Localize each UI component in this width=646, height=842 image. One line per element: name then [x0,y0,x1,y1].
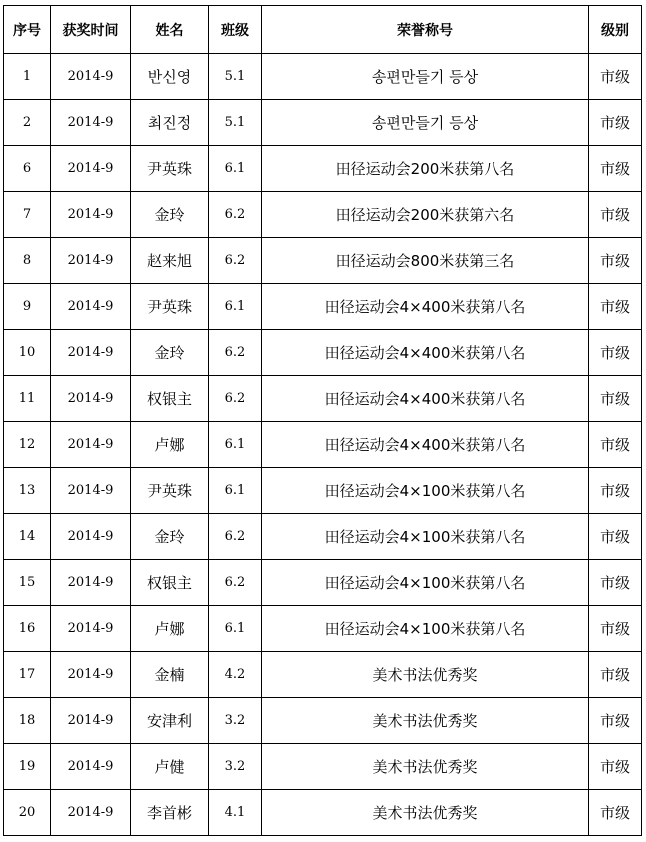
table-row [4,330,642,376]
cell-name: 金楠 [131,652,209,698]
cell-class: 6.1 [209,468,262,514]
cell-name: 卢娜 [131,422,209,468]
cell-seq: 2 [4,100,51,146]
table-row [4,652,642,698]
cell-level: 市级 [589,376,642,422]
cell-title: 田径运动会4×400米获第八名 [262,330,589,376]
cell-title: 美术书法优秀奖 [262,698,589,744]
cell-date: 2014-9 [51,192,131,238]
cell-level: 市级 [589,422,642,468]
table-row [4,376,642,422]
cell-class: 6.2 [209,192,262,238]
cell-name: 尹英珠 [131,468,209,514]
cell-date: 2014-9 [51,146,131,192]
cell-title: 美术书法优秀奖 [262,744,589,790]
cell-date: 2014-9 [51,238,131,284]
cell-date: 2014-9 [51,330,131,376]
cell-seq: 12 [4,422,51,468]
cell-seq: 17 [4,652,51,698]
table-row [4,560,642,606]
cell-class: 6.2 [209,376,262,422]
cell-level: 市级 [589,744,642,790]
cell-seq: 15 [4,560,51,606]
table-body [4,54,642,836]
cell-date: 2014-9 [51,468,131,514]
cell-class: 6.1 [209,284,262,330]
cell-class: 5.1 [209,54,262,100]
cell-name: 赵来旭 [131,238,209,284]
table-row [4,238,642,284]
table-row [4,744,642,790]
cell-class: 6.1 [209,146,262,192]
cell-name: 尹英珠 [131,284,209,330]
cell-name: 최진정 [131,100,209,146]
cell-seq: 8 [4,238,51,284]
cell-seq: 19 [4,744,51,790]
header-row [4,6,642,54]
cell-level: 市级 [589,146,642,192]
cell-class: 4.1 [209,790,262,836]
cell-level: 市级 [589,468,642,514]
header-name: 姓名 [131,6,209,54]
cell-name: 权银主 [131,376,209,422]
cell-name: 반신영 [131,54,209,100]
cell-name: 尹英珠 [131,146,209,192]
cell-seq: 10 [4,330,51,376]
cell-title: 田径运动会4×100米获第八名 [262,606,589,652]
cell-seq: 9 [4,284,51,330]
cell-date: 2014-9 [51,514,131,560]
header-class: 班级 [209,6,262,54]
cell-date: 2014-9 [51,606,131,652]
cell-title: 田径运动会800米获第三名 [262,238,589,284]
cell-class: 6.1 [209,606,262,652]
cell-level: 市级 [589,238,642,284]
cell-class: 6.2 [209,514,262,560]
table-row [4,468,642,514]
cell-title: 美术书法优秀奖 [262,652,589,698]
cell-level: 市级 [589,330,642,376]
table-row [4,146,642,192]
cell-date: 2014-9 [51,100,131,146]
cell-class: 6.2 [209,330,262,376]
awards-table [3,5,642,836]
table-row [4,606,642,652]
cell-level: 市级 [589,652,642,698]
cell-title: 田径运动会4×100米获第八名 [262,468,589,514]
cell-level: 市级 [589,698,642,744]
cell-date: 2014-9 [51,422,131,468]
cell-class: 5.1 [209,100,262,146]
table-row [4,698,642,744]
cell-seq: 18 [4,698,51,744]
cell-name: 金玲 [131,192,209,238]
header-seq: 序号 [4,6,51,54]
table-row [4,54,642,100]
cell-title: 田径运动会200米获第六名 [262,192,589,238]
cell-title: 田径运动会4×100米获第八名 [262,514,589,560]
cell-title: 田径运动会4×400米获第八名 [262,376,589,422]
cell-class: 6.2 [209,238,262,284]
cell-seq: 14 [4,514,51,560]
table-row [4,284,642,330]
cell-date: 2014-9 [51,698,131,744]
cell-name: 金玲 [131,330,209,376]
table-row [4,100,642,146]
cell-level: 市级 [589,606,642,652]
cell-seq: 7 [4,192,51,238]
cell-title: 田径运动会4×100米获第八名 [262,560,589,606]
cell-level: 市级 [589,790,642,836]
cell-name: 安津利 [131,698,209,744]
cell-seq: 6 [4,146,51,192]
cell-seq: 20 [4,790,51,836]
header-level: 级别 [589,6,642,54]
cell-date: 2014-9 [51,744,131,790]
table-row [4,422,642,468]
cell-seq: 11 [4,376,51,422]
header-date: 获奖时间 [51,6,131,54]
cell-date: 2014-9 [51,54,131,100]
cell-title: 송편만들기 등상 [262,54,589,100]
cell-level: 市级 [589,100,642,146]
table-row [4,514,642,560]
cell-name: 卢娜 [131,606,209,652]
cell-level: 市级 [589,514,642,560]
cell-title: 田径运动会4×400米获第八名 [262,422,589,468]
cell-seq: 13 [4,468,51,514]
cell-title: 美术书法优秀奖 [262,790,589,836]
cell-date: 2014-9 [51,652,131,698]
cell-date: 2014-9 [51,376,131,422]
cell-title: 田径运动会200米获第八名 [262,146,589,192]
cell-seq: 16 [4,606,51,652]
cell-class: 6.1 [209,422,262,468]
cell-level: 市级 [589,284,642,330]
cell-class: 3.2 [209,744,262,790]
cell-date: 2014-9 [51,560,131,606]
cell-class: 6.2 [209,560,262,606]
cell-level: 市级 [589,560,642,606]
cell-name: 卢健 [131,744,209,790]
cell-name: 金玲 [131,514,209,560]
cell-date: 2014-9 [51,790,131,836]
cell-class: 3.2 [209,698,262,744]
table-row [4,790,642,836]
cell-title: 田径运动会4×400米获第八名 [262,284,589,330]
header-title: 荣誉称号 [262,6,589,54]
cell-title: 송편만들기 등상 [262,100,589,146]
cell-level: 市级 [589,54,642,100]
cell-level: 市级 [589,192,642,238]
cell-seq: 1 [4,54,51,100]
cell-name: 权银主 [131,560,209,606]
cell-class: 4.2 [209,652,262,698]
cell-date: 2014-9 [51,284,131,330]
cell-name: 李首彬 [131,790,209,836]
table-row [4,192,642,238]
